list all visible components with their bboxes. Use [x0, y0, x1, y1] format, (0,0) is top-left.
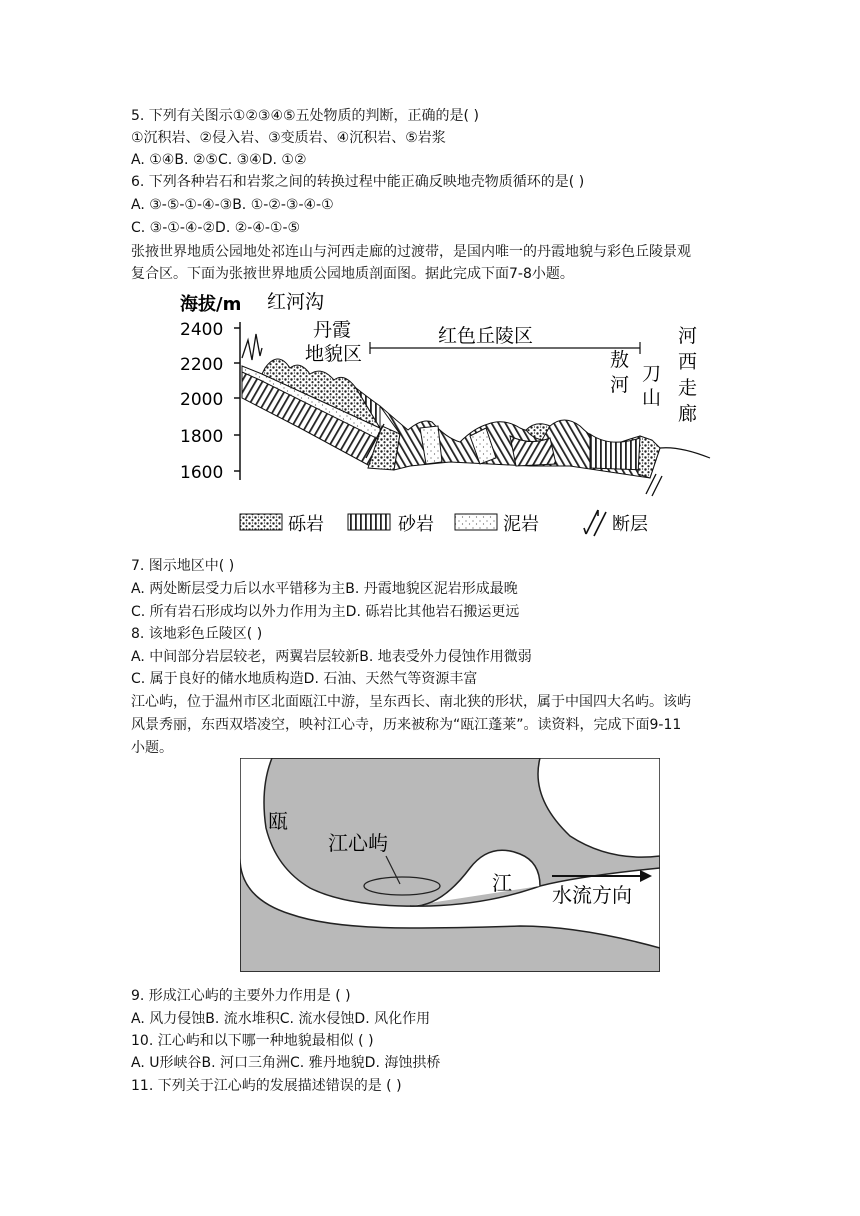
- question-6-options-ab: A. ③-⑤-①-④-③B. ①-②-③-④-①: [131, 197, 334, 213]
- intro-9-11-line3: 小题。: [131, 740, 173, 756]
- label-hexi: 走: [678, 377, 698, 399]
- label-red-hills: 红色丘陵区: [438, 325, 534, 347]
- label-daoshan: 山: [642, 387, 662, 409]
- label-danxia-1: 丹霞: [313, 319, 352, 341]
- profile-y-tick: 1600: [180, 463, 224, 483]
- question-7-stem: 7. 图示地区中( ): [131, 558, 235, 574]
- question-7-options-cd: C. 所有岩石形成均以外力作用为主D. 砾岩比其他岩石搬运更远: [131, 604, 520, 620]
- legend-sandstone: 砂岩: [398, 514, 434, 535]
- island-jiangxinyu: [364, 877, 440, 895]
- question-6-stem: 6. 下列各种岩石和岩浆之间的转换过程中能正确反映地壳物质循环的是( ): [131, 174, 585, 190]
- profile-y-tick: 2200: [180, 355, 224, 375]
- question-11-stem: 11. 下列关于江心屿的发展描述错误的是 ( ): [131, 1078, 402, 1094]
- legend-swatch-sandstone: [348, 514, 390, 530]
- legend-fault: 断层: [612, 514, 648, 535]
- label-hexi: 河: [678, 325, 698, 347]
- label-ou: 瓯: [268, 809, 288, 833]
- legend-swatch-fault: [584, 510, 606, 536]
- geological-profile-figure: [170, 288, 718, 544]
- question-9-options: A. 风力侵蚀B. 流水堆积C. 流水侵蚀D. 风化作用: [131, 1011, 431, 1027]
- label-jiang: 江: [492, 871, 512, 895]
- question-10-options: A. U形峡谷B. 河口三角洲C. 雅丹地貌D. 海蚀拱桥: [131, 1055, 441, 1071]
- profile-y-tick: 2400: [180, 320, 224, 340]
- question-5-options: A. ①④B. ②⑤C. ③④D. ①②: [131, 152, 307, 168]
- jiangxinyu-map-figure: [240, 758, 660, 972]
- profile-y-tick: 1800: [180, 427, 224, 447]
- label-hexi: 廊: [678, 403, 698, 425]
- label-aohe: 敖: [610, 349, 630, 371]
- intro-7-8-line2: 复合区。下面为张掖世界地质公园地质剖面图。据此完成下面7-8小题。: [131, 266, 574, 282]
- question-8-options-ab: A. 中间部分岩层较老，两翼岩层较新B. 地表受外力侵蚀作用微弱: [131, 649, 532, 665]
- legend-conglomerate: 砾岩: [288, 514, 324, 535]
- label-flow-direction: 水流方向: [552, 883, 632, 907]
- question-10-stem: 10. 江心屿和以下哪一种地貌最相似 ( ): [131, 1033, 374, 1049]
- intro-9-11-line1: 江心屿，位于温州市区北面瓯江中游，呈东西长、南北狭的形状，属于中国四大名屿。该屿: [131, 694, 691, 710]
- profile-y-axis-label: 海拔/m: [180, 294, 242, 315]
- legend-mudstone: 泥岩: [503, 514, 539, 535]
- label-honghegou: 红河沟: [267, 291, 325, 313]
- profile-legend: [240, 510, 648, 536]
- question-8-stem: 8. 该地彩色丘陵区( ): [131, 626, 263, 642]
- label-island: 江心屿: [328, 831, 388, 855]
- legend-swatch-conglomerate: [240, 514, 282, 530]
- question-9-stem: 9. 形成江心屿的主要外力作用是 ( ): [131, 988, 351, 1004]
- label-aohe: 河: [610, 374, 630, 396]
- intro-7-8-line1: 张掖世界地质公园地处祁连山与河西走廊的过渡带，是国内唯一的丹霞地貌与彩色丘陵景观: [131, 244, 691, 260]
- profile-y-tick: 2000: [180, 390, 224, 410]
- intro-9-11-line2: 风景秀丽，东西双塔凌空，映衬江心寺，历来被称为“瓯江蓬莱”。读资料，完成下面9-11: [131, 717, 682, 733]
- question-7-options-ab: A. 两处断层受力后以水平错移为主B. 丹霞地貌区泥岩形成最晚: [131, 581, 518, 597]
- label-daoshan: 刀: [642, 363, 662, 385]
- question-6-options-cd: C. ③-①-④-②D. ②-④-①-⑤: [131, 220, 301, 236]
- label-hexi: 西: [678, 351, 698, 373]
- question-8-options-cd: C. 属于良好的储水地质构造D. 石油、天然气等资源丰富: [131, 671, 478, 687]
- strata-profile: [242, 359, 660, 478]
- question-5-statement: ①沉积岩、②侵入岩、③变质岩、④沉积岩、⑤岩浆: [131, 130, 446, 146]
- question-5-stem: 5. 下列有关图示①②③④⑤五处物质的判断，正确的是( ): [131, 108, 479, 124]
- legend-swatch-mudstone: [455, 514, 497, 530]
- label-danxia-2: 地貌区: [305, 343, 363, 365]
